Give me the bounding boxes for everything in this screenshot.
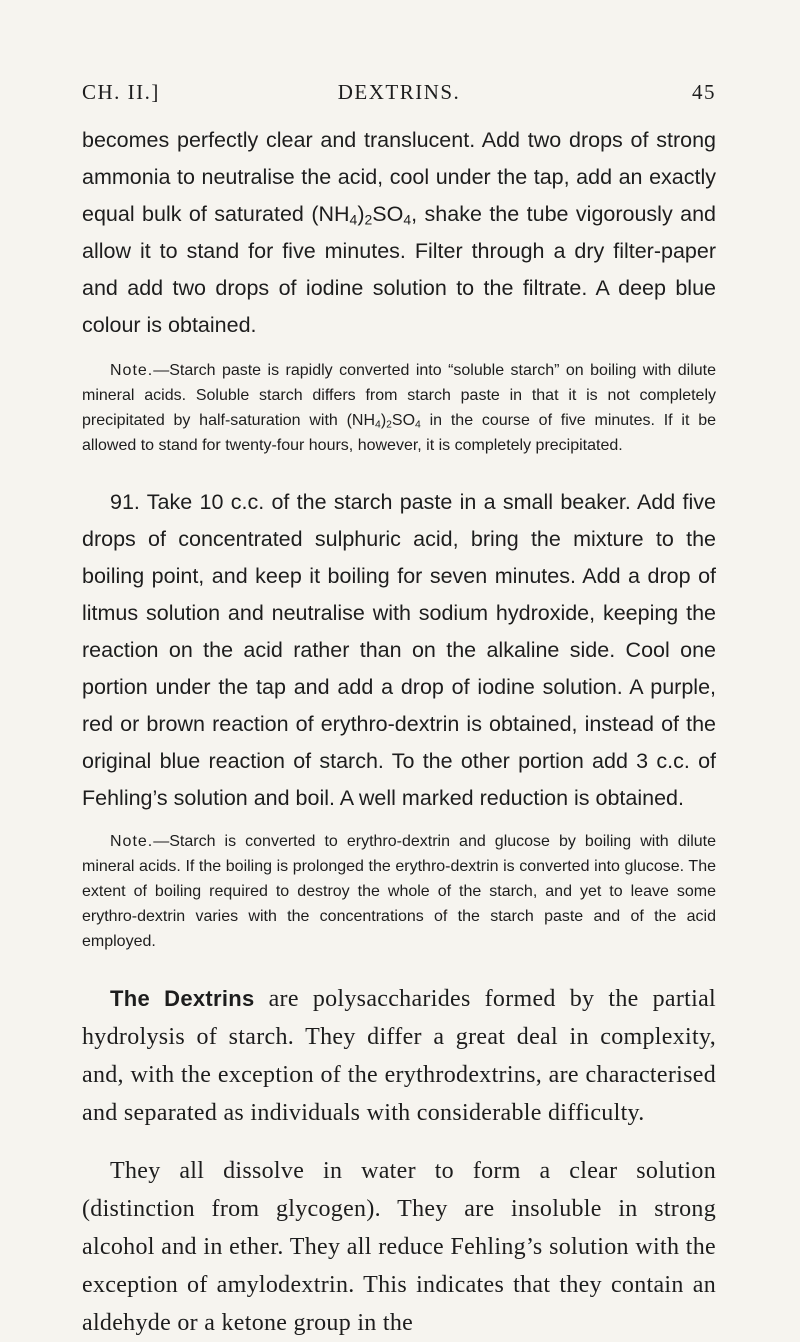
chapter-label: CH. II.] — [82, 80, 160, 104]
note-label: Note. — [110, 833, 154, 850]
page-title: DEXTRINS. — [337, 80, 461, 104]
term-dextrins: The Dextrins — [110, 986, 255, 1011]
body-text — [82, 122, 716, 1342]
paragraph-dextrins-properties: They all dissolve in water to form a clear solution (distinction from glycogen). They are insoluble in strong alcohol and in ether. They all reduce Fehling’s solution with the exception of amylodextrin. This indicates that they contain an aldehyde or a ketone group in the — [82, 1158, 716, 1336]
note-soluble-starch: Note.—Starch paste is rapidly converted into “soluble starch” on boiling with dilute mineral acids. Soluble starch differs from starch paste in that it is not completely precipitated by half-saturation with $(NH_4)_2SO_4$ in the course of five minutes. If it be allowed to stand for twenty-four hours, however, it is completely precipitated. — [82, 362, 716, 454]
note-erythro-dextrin: Note.—Starch is converted to erythro-dextrin and glucose by boiling with dilute mineral acids. If the boiling is prolonged the erythro-dextrin is converted into glucose. The extent of boiling required to destroy the whole of the starch, and yet to leave some erythro-dextrin varies with the concentrations of the starch paste and of the acid employed. — [82, 833, 716, 950]
paragraph-continuation: becomes perfectly clear and translucent. Add two drops of strong ammonia to neutralise the acid, cool under the tap, add an exactly equal bulk of saturated $(NH_4)_2SO_4$, shake the tube vigorously and allow it to stand for five minutes. Filter through a dry filter-paper and add two drops of iodine solution to the filtrate. A deep blue colour is obtained. — [82, 128, 717, 337]
paragraph-dextrins-definition: The Dextrins are polysaccharides formed by the partial hydrolysis of starch. They differ a great deal in complexity, and, with the exception of the erythrodextrins, are characterised and separated as individuals with considerable difficulty. — [82, 986, 716, 1126]
page-number: 45 — [692, 80, 716, 104]
paragraph-experiment-91: 91. Take 10 c.c. of the starch paste in a small beaker. Add five drops of concentrated sulphuric acid, bring the mixture to the boiling point, and keep it boiling for seven minutes. Add a drop of litmus solution and neutralise with sodium hydroxide, keeping the reaction on the acid rather than on the alkaline side. Cool one portion under the tap and add a drop of iodine solution. A purple, red or brown reaction of erythro-dextrin is obtained, instead of the original blue reaction of starch. To the other portion add 3 c.c. of Fehling’s solution and boil. A well marked reduction is obtained. — [82, 490, 716, 810]
note-label: Note. — [110, 362, 154, 379]
running-header — [82, 80, 716, 110]
